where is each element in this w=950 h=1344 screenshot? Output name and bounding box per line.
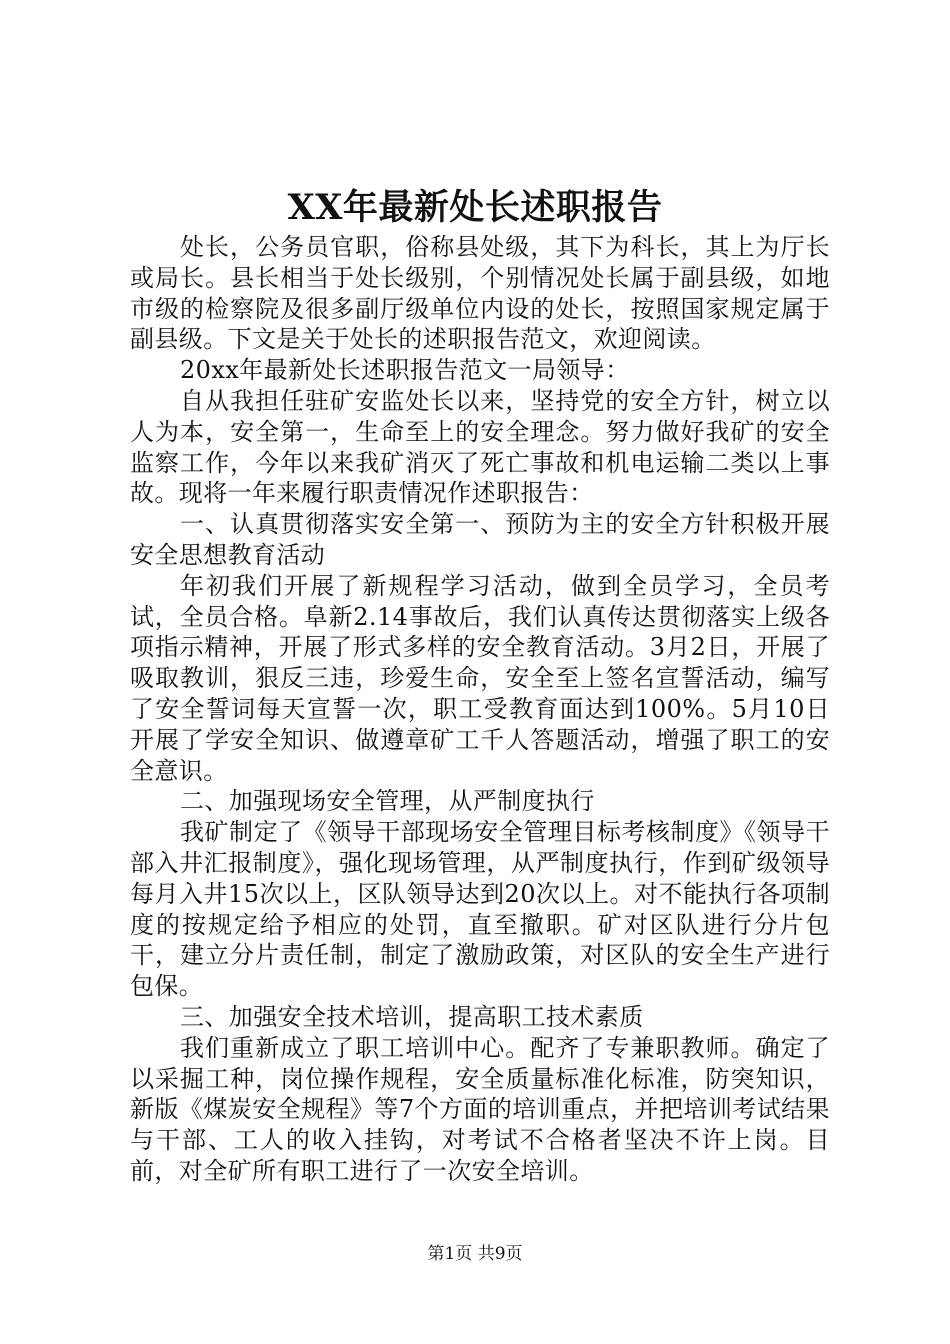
section-heading-1: 一、认真贯彻落实安全第一、预防为主的安全方针积极开展安全思想教育活动 [130,510,830,569]
paragraph-opening: 自从我担任驻矿安监处长以来，坚持党的安全方针，树立以人为本，安全第一，生命至上的安全理念。努力做好我矿的安全监察工作，今年以来我矿消灭了死亡事故和机电运输二类以上事故。现将一年来履行职责情况作述职报告： [130,386,830,508]
paragraph-section-3: 我们重新成立了职工培训中心。配齐了专兼职教师。确定了以采掘工种，岗位操作规程，安全质量标准化标准，防突知识，新版《煤炭安全规程》等7个方面的培训重点，并把培训考试结果与干部、工人的收入挂钩，对考试不合格者坚决不许上岗。目前，对全矿所有职工进行了一次安全培训。 [130,1033,830,1185]
section-heading-2: 二、加强现场安全管理，从严制度执行 [180,787,595,816]
paragraph-salutation: 20xx年最新处长述职报告范文一局领导： [180,356,630,385]
paragraph-intro: 处长，公务员官职，俗称县处级，其下为科长，其上为厅长或局长。县长相当于处长级别，个别情况处长属于副县级，如地市级的检察院及很多副厅级单位内设的处长，按照国家规定属于副县级。下文是关于处长的述职报告范文，欢迎阅读。 [130,233,830,354]
section-heading-3: 三、加强安全技术培训，提高职工技术素质 [180,1002,644,1031]
document-title: XX年最新处长述职报告 [287,187,663,228]
paragraph-section-1: 年初我们开展了新规程学习活动，做到全员学习，全员考试，全员合格。阜新2.14事故后，我们认真传达贯彻落实上级各项指示精神，开展了形式多样的安全教育活动。3月2日，开展了吸取教训，狠反三违，珍爱生命，安全至上签名宣誓活动，编写了安全誓词每天宣誓一次，职工受教育面达到100%。5月10日开展了学安全知识、做遵章矿工千人答题活动，增强了职工的安全意识。 [130,571,830,785]
paragraph-section-2: 我矿制定了《领导干部现场安全管理目标考核制度》《领导干部入井汇报制度》，强化现场管理，从严制度执行，作到矿级领导每月入井15次以上，区队领导达到20次以上。对不能执行各项制度的按规定给予相应的处罚，直至撤职。矿对区队进行分片包干，建立分片责任制，制定了激励政策，对区队的安全生产进行包保。 [130,818,830,1001]
page-footer: 第1页 共9页 [427,1244,523,1264]
document-body [130,232,830,1187]
